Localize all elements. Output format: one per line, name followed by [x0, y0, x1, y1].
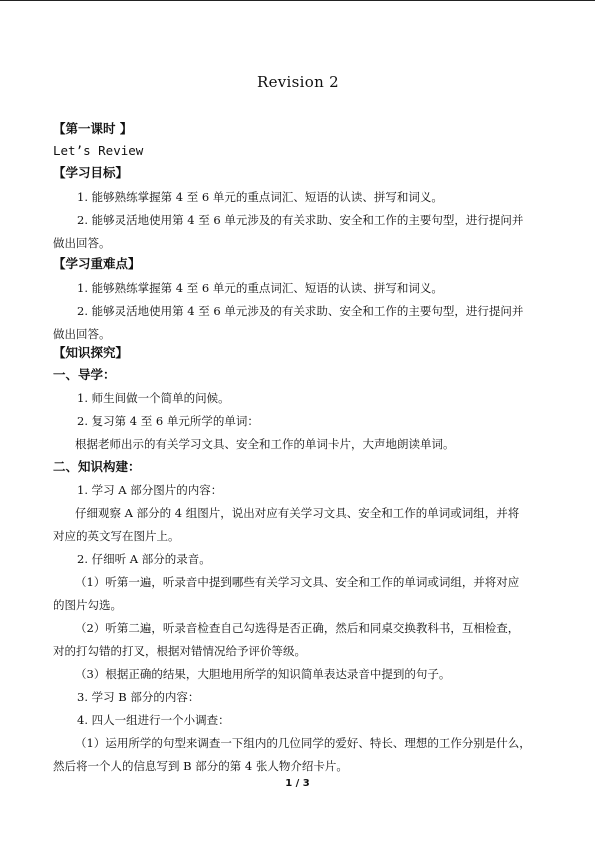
text-line: （2）听第二遍，听录音检查自己勾选得是否正确，然后和同桌交换教科书，互相检查， [75, 621, 520, 635]
text-line: 对的打勾错的打叉，根据对错情况给予评价等级。 [53, 644, 306, 658]
page-top-rule [0, 0, 595, 1]
text-line: 2. 能够灵活地使用第 4 至 6 单元涉及的有关求助、安全和工作的主要句型，进行提问并 [77, 304, 524, 318]
text-line: 做出回答。 [53, 236, 111, 250]
text-line: 1. 能够熟练掌握第 4 至 6 单元的重点词汇、短语的认读、拼写和词义。 [77, 281, 443, 295]
text-line: 1. 能够熟练掌握第 4 至 6 单元的重点词汇、短语的认读、拼写和词义。 [77, 190, 443, 204]
text-line: 做出回答。 [53, 327, 111, 341]
section-heading: 【学习重难点】 [53, 256, 141, 271]
text-line: 的图片勾选。 [53, 598, 122, 612]
text-line: Let’s Review [53, 143, 144, 158]
text-line: 3. 学习 B 部分的内容： [77, 690, 200, 704]
text-line: （1）运用所学的句型来调查一下组内的几位同学的爱好、特长、理想的工作分别是什么， [75, 736, 531, 750]
section-heading: 【知识探究】 [53, 345, 129, 360]
section-heading: 二、知识构建： [53, 459, 141, 474]
text-line: 1. 学习 A 部分图片的内容： [77, 483, 223, 497]
document-title: Revision 2 [257, 73, 339, 91]
text-line: 仔细观察 A 部分的 4 组图片，说出对应有关学习文具、安全和工作的单词或词组，并将 [75, 506, 520, 520]
section-heading: 【学习目标】 [53, 165, 129, 180]
text-line: 根据老师出示的有关学习文具、安全和工作的单词卡片，大声地朗读单词。 [75, 437, 455, 451]
text-line: 1. 师生间做一个简单的问候。 [77, 391, 230, 405]
text-line: 2. 复习第 4 至 6 单元所学的单词： [77, 414, 259, 428]
text-line: 4. 四人一组进行一个小调查： [77, 713, 230, 727]
text-line: （3）根据正确的结果，大胆地用所学的知识简单表达录音中提到的句子。 [75, 667, 451, 681]
section-heading: 一、导学： [53, 367, 116, 382]
text-line: 2. 仔细听 A 部分的录音。 [77, 552, 211, 566]
section-heading: 【第一课时 】 [53, 121, 133, 136]
text-line: 对应的英文写在图片上。 [53, 529, 180, 543]
text-line: 然后将一个人的信息写到 B 部分的第 4 张人物介绍卡片。 [53, 759, 348, 773]
page-number: 1 / 3 [285, 778, 310, 789]
text-line: （1）听第一遍，听录音中提到哪些有关学习文具、安全和工作的单词或词组，并将对应 [75, 575, 520, 589]
text-line: 2. 能够灵活地使用第 4 至 6 单元涉及的有关求助、安全和工作的主要句型，进行提问并 [77, 213, 524, 227]
